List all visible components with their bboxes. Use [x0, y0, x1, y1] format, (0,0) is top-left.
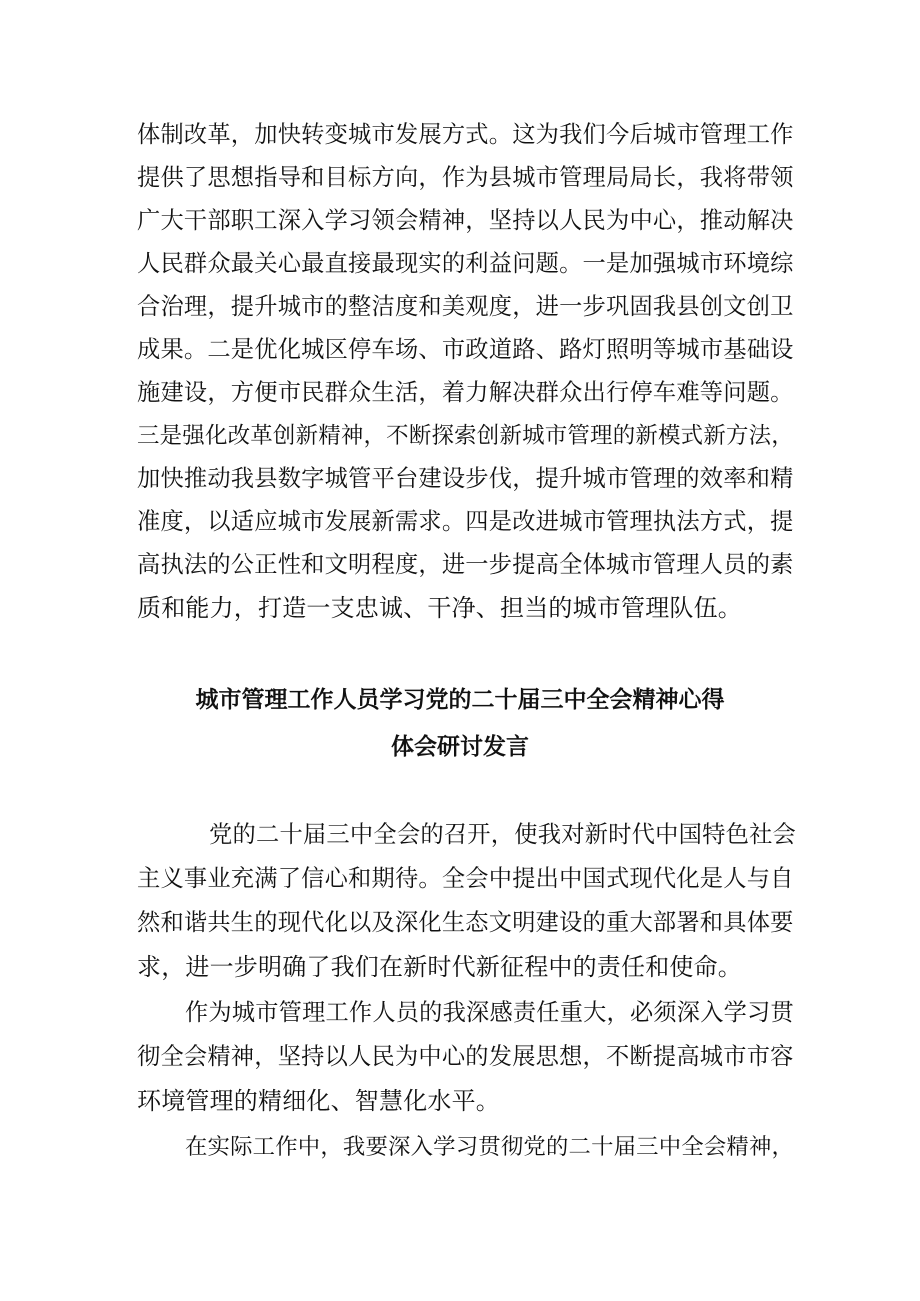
text-line: 体制改革，加快转变城市发展方式。这为我们今后城市管理工作 [137, 121, 794, 148]
text-line: 党的二十届三中全会的召开，使我对新时代中国特色社会 [209, 821, 797, 848]
text-line: 合治理，提升城市的整洁度和美观度，进一步巩固我县创文创卫 [137, 293, 794, 320]
text-line: 高执法的公正性和文明程度，进一步提高全体城市管理人员的素 [137, 551, 794, 578]
text-line: 准度，以适应城市发展新需求。四是改进城市管理执法方式，提 [137, 508, 794, 535]
text-line: 加快推动我县数字城管平台建设步伐，提升城市管理的效率和精 [137, 465, 794, 492]
text-line: 环境管理的精细化、智慧化水平。 [137, 1087, 500, 1115]
title-line: 城市管理工作人员学习党的二十届三中全会精神心得 [195, 687, 725, 713]
text-line: 人民群众最关心最直接最现实的利益问题。一是加强城市环境综 [137, 250, 794, 277]
text-line: 求，进一步明确了我们在新时代新征程中的责任和使命。 [137, 953, 742, 981]
text-line: 成果。二是优化城区停车场、市政道路、路灯照明等城市基础设 [137, 336, 794, 363]
text-line: 在实际工作中，我要深入学习贯彻党的二十届三中全会精神， [185, 1134, 795, 1160]
text-line: 主义事业充满了信心和期待。全会中提出中国式现代化是人与自 [137, 865, 794, 892]
text-line: 施建设，方便市民群众生活，着力解决群众出行停车难等问题。 [137, 379, 794, 406]
text-line: 提供了思想指导和目标方向，作为县城市管理局局长，我将带领 [137, 164, 794, 191]
text-line: 质和能力，打造一支忠诚、干净、担当的城市管理队伍。 [137, 594, 742, 622]
text-line: 然和谐共生的现代化以及深化生态文明建设的重大部署和具体要 [137, 909, 794, 936]
text-line: 作为城市管理工作人员的我深感责任重大，必须深入学习贯 [185, 999, 794, 1026]
text-line: 广大干部职工深入学习领会精神，坚持以人民为中心，推动解决 [137, 207, 794, 234]
text-line: 三是强化改革创新精神，不断探索创新城市管理的新模式新方法， [137, 423, 794, 449]
text-line: 彻全会精神，坚持以人民为中心的发展思想，不断提高城市市容 [137, 1043, 794, 1070]
title-line: 体会研讨发言 [391, 734, 529, 760]
